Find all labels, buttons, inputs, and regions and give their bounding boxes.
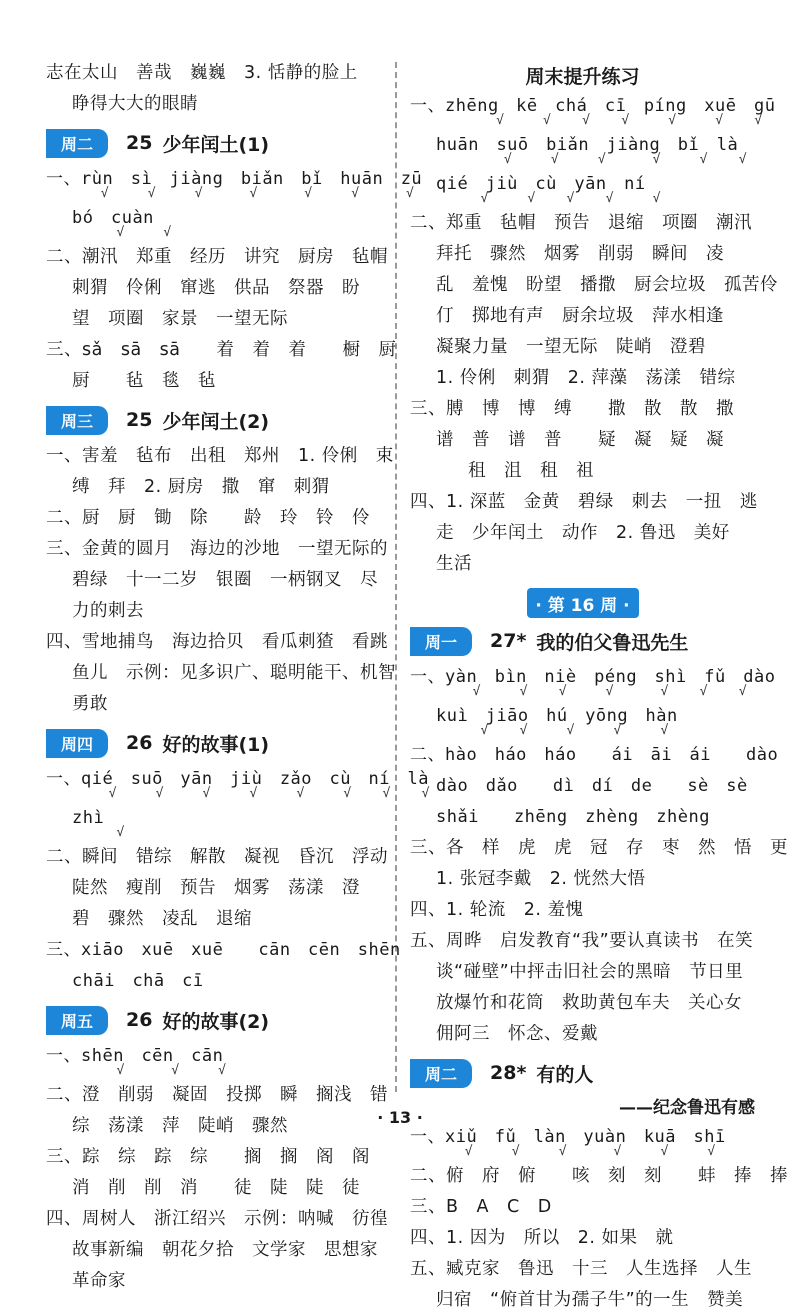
tone-check-marks: √ √ √ √ √ √: [410, 152, 747, 167]
pinyin-line: shǎi zhēng zhèng zhèng: [436, 807, 710, 827]
text-line: 仃 掷地有声 厨余垃圾 萍水相逢: [436, 306, 724, 326]
text-line: 生活: [436, 554, 472, 574]
lesson-title: 我的伯父鲁迅先生: [536, 631, 689, 654]
tone-check-marks: √ √ √ √ √: [410, 191, 661, 206]
tone-check-marks: √ √ √ √ √ √ √: [410, 684, 747, 699]
pinyin-line: dào dǎo dì dí de sè sè: [436, 776, 748, 796]
section-header: [46, 126, 381, 160]
day-badge: 周三: [46, 406, 108, 435]
text-line: 刺猬 伶俐 窜逃 供品 祭器 盼: [72, 278, 360, 298]
text-line: 陡然 瘦削 预告 烟雾 荡漾 澄: [72, 878, 360, 898]
text-line: 二、澄 削弱 凝固 投掷 瞬 搁浅 错: [46, 1085, 388, 1105]
day-badge: 周四: [46, 729, 108, 758]
day-badge: 周一: [410, 627, 472, 656]
lesson-number: 27*: [490, 630, 527, 652]
tone-check-marks: √: [46, 825, 125, 840]
text-line: 放爆竹和花筒 救助黄包车夫 关心女: [436, 993, 742, 1013]
text-line: 厨 毡 毯 毡: [72, 371, 216, 391]
text-line: 二、瞬间 错综 解散 凝视 昏沉 浮动: [46, 847, 388, 867]
day-badge: 周二: [46, 129, 108, 158]
text-line: 1. 伶俐 刺猬 2. 萍藻 荡漾 错综: [436, 368, 736, 388]
week-banner: · 第 16 周 ·: [527, 588, 639, 618]
text-line: 三、各 样 虎 虎 冠 存 枣 然 悟 更: [410, 838, 788, 858]
text-line: 1. 张冠李戴 2. 恍然大悟: [436, 869, 646, 889]
text-line: 二、郑重 毡帽 预告 退缩 项圈 潮汛: [410, 213, 752, 233]
pinyin-line: 一、yàn bìn niè péng shì fǔ dào: [410, 667, 776, 687]
text-line: 志在太山 善哉 巍巍 3. 恬静的脸上: [46, 63, 358, 83]
pinyin-line: chāi chā cī: [72, 971, 204, 991]
column-divider: [395, 62, 397, 1092]
tone-check-marks: √ √ √ √ √: [410, 723, 669, 738]
lesson-title: 少年闰土(2): [162, 410, 270, 433]
right-column: [410, 58, 788, 1316]
text-line: 谱 普 谱 普 疑 凝 疑 凝: [436, 430, 724, 450]
text-line: 望 项圈 家景 一望无际: [72, 309, 288, 329]
text-line: 五、臧克家 鲁迅 十三 人生选择 人生: [410, 1259, 752, 1279]
text-line: 佣阿三 怀念、爱戴: [436, 1024, 598, 1044]
section-header: [410, 624, 755, 658]
text-line: 二、厨 厨 锄 除 龄 玲 铃 伶: [46, 508, 370, 528]
pinyin-line: 一、xiǔ fǔ làn yuàn kuā shī: [410, 1127, 726, 1147]
text-line: 鱼儿 示例：见多识广、聪明能干、机智: [72, 663, 396, 683]
lesson-number: 26: [126, 732, 153, 754]
lesson-title: 少年闰土(1): [162, 133, 270, 156]
section-header: [410, 1056, 755, 1090]
text-line: 革命家: [72, 1271, 126, 1291]
text-line: 租 沮 租 祖: [468, 461, 594, 481]
lesson-title: 好的故事(1): [162, 733, 270, 756]
text-line: 三、踪 综 踪 综 搁 搁 阁 阁: [46, 1147, 370, 1167]
text-line: 四、周树人 浙江绍兴 示例：呐喊 彷徨: [46, 1209, 388, 1229]
text-line: 睁得大大的眼睛: [72, 94, 198, 114]
pinyin-line: zhì: [72, 808, 105, 828]
text-line: 走 少年闰土 动作 2. 鲁迅 美好: [436, 523, 730, 543]
text-line: 凝聚力量 一望无际 陡峭 澄碧: [436, 337, 706, 357]
day-badge: 周二: [410, 1059, 472, 1088]
text-line: 消 削 削 消 徒 陡 陡 徒: [72, 1178, 360, 1198]
section-header: [46, 403, 381, 437]
text-line: 四、1. 因为 所以 2. 如果 就: [410, 1228, 674, 1248]
text-line: 二、潮汛 郑重 经历 讲究 厨房 毡帽: [46, 247, 388, 267]
text-line: 力的刺去: [72, 601, 144, 621]
text-line: 四、雪地捕鸟 海边拾贝 看瓜刺猹 看跳: [46, 632, 388, 652]
tone-check-marks: √ √: [46, 225, 172, 240]
text-line: 一、害羞 毡布 出租 郑州 1. 伶俐 束: [46, 446, 394, 466]
text-line: 三、sǎ sā sā 着 着 着 橱 厨: [46, 340, 397, 360]
pinyin-line: 二、hào háo háo ái āi ái dào: [410, 745, 779, 765]
text-line: 二、俯 府 俯 咳 刻 刻 蚌 捧 捧: [410, 1166, 788, 1186]
lesson-number: 25: [126, 132, 153, 154]
text-line: 三、膊 博 博 缚 撒 散 散 撒: [410, 399, 734, 419]
text-line: 拜托 骤然 烟雾 削弱 瞬间 凌: [436, 244, 724, 264]
text-line: 缚 拜 2. 厨房 撒 窜 刺猬: [72, 477, 330, 497]
text-line: 乱 羞愧 盼望 播撒 厨会垃圾 孤苦伶: [436, 275, 778, 295]
tone-check-marks: √ √ √ √ √ √: [410, 1144, 716, 1159]
pinyin-line: kuì jiāo hú yōng hàn: [436, 706, 678, 726]
day-badge: 周五: [46, 1006, 108, 1035]
text-line: 碧 骤然 凌乱 退缩: [72, 909, 252, 929]
text-line: 三、金黄的圆月 海边的沙地 一望无际的: [46, 539, 388, 559]
lesson-title: 好的故事(2): [162, 1010, 270, 1033]
lesson-number: 25: [126, 409, 153, 431]
text-line: 谈“碰壁”中抨击旧社会的黑暗 节日里: [436, 962, 744, 982]
tone-check-marks: √ √ √ √ √ √ √: [410, 113, 763, 128]
lesson-subtitle: ——纪念鲁迅有感: [619, 1098, 755, 1118]
page-number: · 13 ·: [377, 1108, 423, 1127]
text-line: 四、1. 深蓝 金黄 碧绿 刺去 一扭 逃: [410, 492, 758, 512]
text-line: 碧绿 十一二岁 银圈 一柄钢叉 尽: [72, 570, 378, 590]
pinyin-line: bó cuàn: [72, 208, 154, 228]
tone-check-marks: √ √ √ √ √ √ √: [46, 186, 414, 201]
tone-check-marks: √ √ √ √ √ √ √ √: [46, 786, 430, 801]
pinyin-line: 三、xiāo xuē xuē cān cēn shēn: [46, 940, 401, 960]
text-line: 三、B A C D: [410, 1197, 552, 1217]
pinyin-line: huān suō biǎn jiàng bǐ là: [436, 135, 739, 155]
text-line: 四、1. 轮流 2. 羞愧: [410, 900, 584, 920]
pinyin-line: 一、rùn sì jiàng biǎn bǐ huān zū: [46, 169, 423, 189]
pinyin-line: 一、shēn cēn cān: [46, 1046, 224, 1066]
pinyin-line: 一、zhēng kē chá cī píng xuē gū: [410, 96, 776, 116]
lesson-number: 26: [126, 1009, 153, 1031]
section-header: [46, 1003, 381, 1037]
section-header: [46, 726, 381, 760]
pinyin-line: 一、qié suō yān jiù zǎo cù ní là: [46, 769, 429, 789]
text-line: 勇敢: [72, 694, 108, 714]
text-line: 归宿 “俯首甘为孺子牛”的一生 赞美: [436, 1290, 744, 1310]
lesson-number: 28*: [490, 1062, 527, 1084]
text-line: 五、周晔 启发教育“我”要认真读书 在笑: [410, 931, 754, 951]
text-line: 综 荡漾 萍 陡峭 骤然: [72, 1116, 288, 1136]
weekend-title: 周末提升练习: [525, 66, 640, 88]
pinyin-line: qié jiù cù yān ní: [436, 174, 646, 194]
text-line: 故事新编 朝花夕拾 文学家 思想家: [72, 1240, 378, 1260]
tone-check-marks: √ √ √: [46, 1063, 227, 1078]
lesson-title: 有的人: [536, 1063, 594, 1086]
